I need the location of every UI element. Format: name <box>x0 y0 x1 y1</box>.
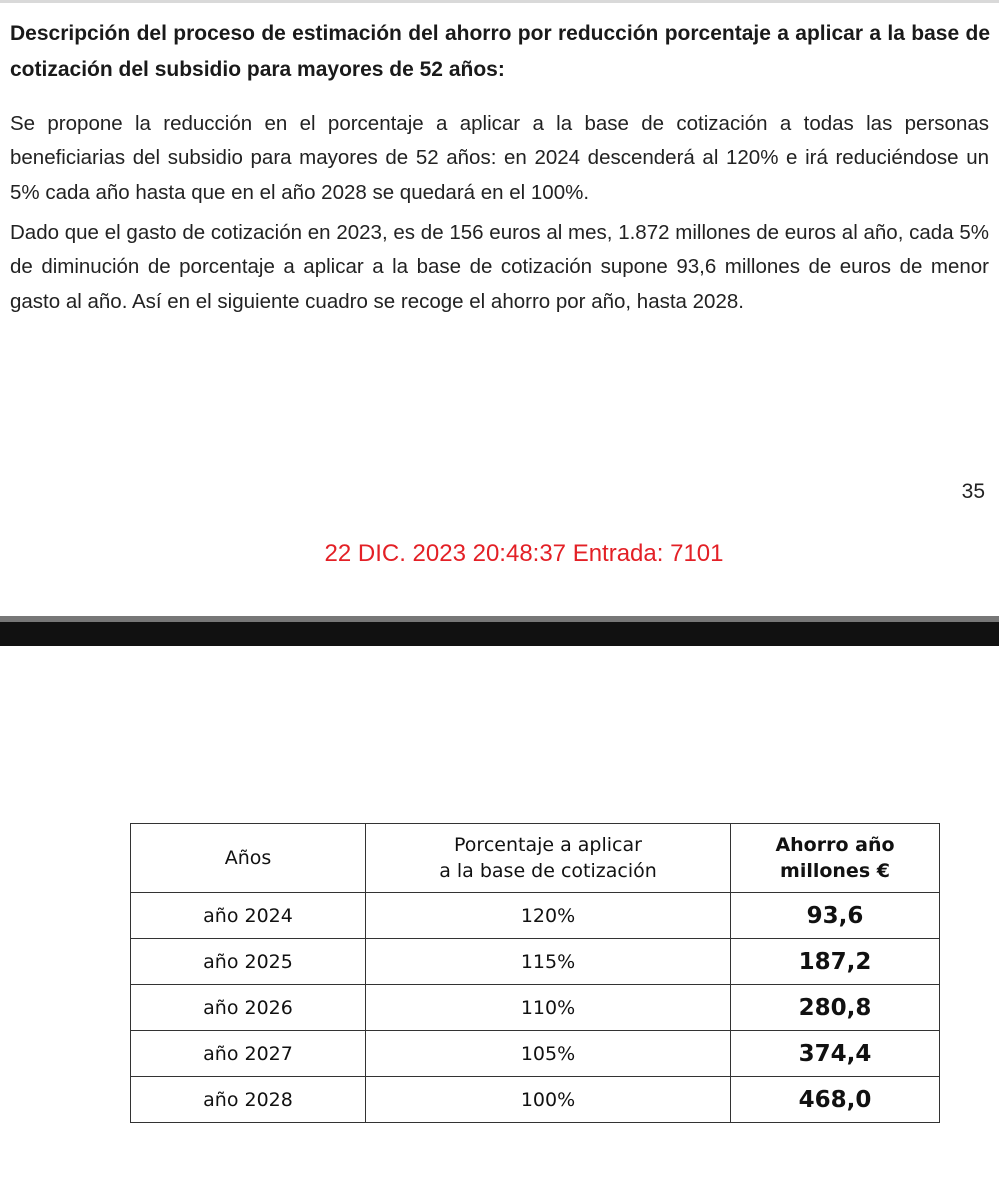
cell-year: año 2028 <box>131 1077 366 1123</box>
header-savings-line2: millones € <box>780 860 890 882</box>
section-heading: Descripción del proceso de estimación del ahorro por reducción porcentaje a aplicar a la base de cotización del subsidio para mayores de 52 años: <box>10 22 990 81</box>
page-top-edge <box>0 0 999 3</box>
table-header-row <box>131 824 940 893</box>
table-row <box>131 985 940 1031</box>
cell-year: año 2026 <box>131 985 366 1031</box>
table-row <box>131 1031 940 1077</box>
cell-year: año 2025 <box>131 939 366 985</box>
paragraph-proposal: Se propone la reducción en el porcentaje a aplicar a la base de cotización a todas las personas beneficiarias del subsidio para mayores de 52 años: en 2024 descenderá al 120% e irá reduciéndose un 5% cada año hasta que en el año 2028 se quedará en el 100%. <box>10 112 989 204</box>
header-savings <box>731 824 940 893</box>
table-row <box>131 893 940 939</box>
cell-savings: 280,8 <box>731 985 940 1031</box>
savings-table <box>130 823 940 1123</box>
paragraph-cost-explanation: Dado que el gasto de cotización en 2023, es de 156 euros al mes, 1.872 millones de euros al año, cada 5% de diminución de porcentaje a aplicar a la base de cotización supone 93,6 millones de euros de menor gasto al año. Así en el siguiente cuadro se recoge el ahorro por año, hasta 2028. <box>10 221 989 313</box>
header-years: Años <box>131 824 366 893</box>
cell-percentage: 120% <box>366 893 731 939</box>
header-percentage-line2: a la base de cotización <box>439 860 657 882</box>
cell-year: año 2024 <box>131 893 366 939</box>
page-separator-band <box>0 622 999 646</box>
header-savings-line1: Ahorro año <box>775 834 895 856</box>
cell-savings: 374,4 <box>731 1031 940 1077</box>
header-percentage-line1: Porcentaje a aplicar <box>454 834 642 856</box>
header-percentage <box>366 824 731 893</box>
table-row <box>131 1077 940 1123</box>
cell-percentage: 110% <box>366 985 731 1031</box>
cell-year: año 2027 <box>131 1031 366 1077</box>
cell-percentage: 100% <box>366 1077 731 1123</box>
cell-percentage: 115% <box>366 939 731 985</box>
page-number: 35 <box>961 480 985 503</box>
table-row <box>131 939 940 985</box>
registry-entry-stamp: 22 DIC. 2023 20:48:37 Entrada: 7101 <box>324 540 724 567</box>
cell-savings: 468,0 <box>731 1077 940 1123</box>
cell-percentage: 105% <box>366 1031 731 1077</box>
cell-savings: 187,2 <box>731 939 940 985</box>
cell-savings: 93,6 <box>731 893 940 939</box>
